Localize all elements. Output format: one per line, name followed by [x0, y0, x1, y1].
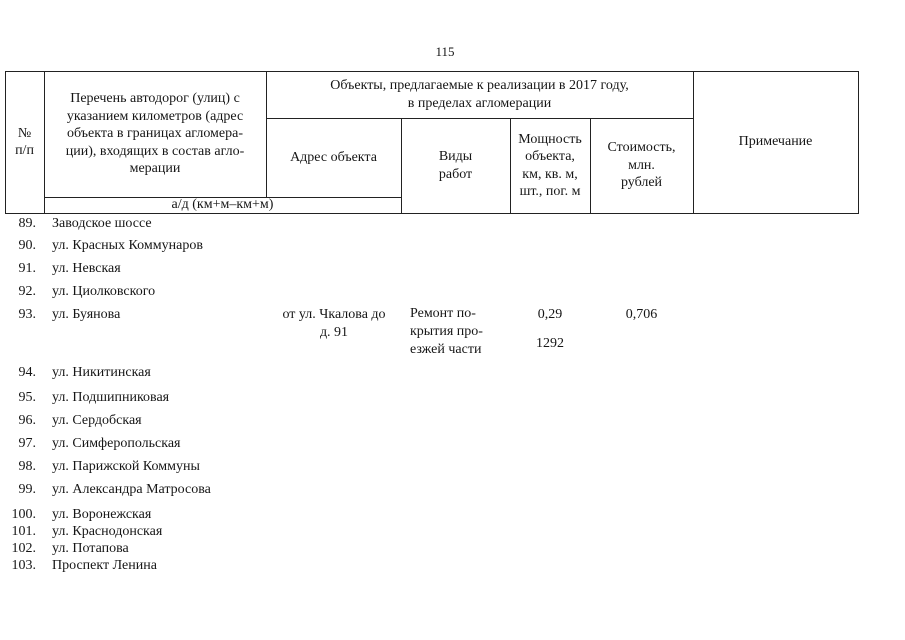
row-works-line: Ремонт по-	[410, 306, 476, 321]
row-number: 100.	[11, 507, 36, 522]
header-cost-line: млн.	[628, 157, 655, 173]
header-notes-text: Примечание	[738, 134, 813, 150]
header-roads-line: Перечень автодорог (улиц) с	[70, 91, 240, 107]
row-number: 95.	[18, 390, 36, 405]
header-works-line: Виды	[438, 149, 473, 164]
row-number: 103.	[11, 558, 36, 573]
row-number: 90.	[18, 238, 36, 253]
header-capacity-line: Мощность	[518, 131, 582, 147]
header-roads-line: объекта в границах агломера-	[66, 126, 244, 142]
header-objects-line: в пределах агломерации	[407, 95, 552, 111]
header-cost-line: Стоимость,	[607, 140, 676, 156]
header-roads-subheader-text: а/д (км+м–км+м)	[171, 197, 274, 212]
road-name: ул. Сердобская	[52, 413, 142, 428]
road-name: Проспект Ленина	[52, 558, 157, 573]
header-capacity-line: км, кв. м,	[522, 166, 578, 182]
road-name: Заводское шоссе	[52, 216, 152, 231]
row-number: 97.	[18, 436, 36, 451]
table-border-line	[858, 71, 859, 214]
road-name: ул. Никитинская	[52, 365, 151, 380]
row-address-line: от ул. Чкалова до	[282, 307, 386, 322]
header-roads-column	[44, 71, 266, 197]
row-capacity-value: 0,29	[537, 307, 563, 322]
header-number-line: п/п	[15, 143, 34, 158]
table-border-line	[5, 213, 859, 214]
row-number: 89.	[18, 216, 36, 231]
row-cost-value: 0,706	[625, 307, 658, 322]
road-name: ул. Александра Матросова	[52, 482, 211, 497]
row-number: 101.	[11, 524, 36, 539]
row-number: 94.	[18, 365, 36, 380]
header-objects-group	[266, 71, 693, 118]
header-number-column	[5, 71, 44, 213]
header-capacity-line: объекта,	[525, 149, 575, 164]
row-works-line: езжей части	[410, 342, 482, 357]
row-capacity-value: 1292	[536, 336, 564, 351]
header-roads-line: мерации	[129, 161, 181, 177]
road-name: ул. Краснодонская	[52, 524, 163, 539]
header-works-column	[401, 118, 510, 213]
row-number: 91.	[18, 261, 36, 276]
row-number: 96.	[18, 413, 36, 428]
road-name: ул. Воронежская	[52, 507, 152, 522]
header-works-line: работ	[438, 166, 473, 182]
row-number: 98.	[18, 459, 36, 474]
header-objects-line: Объекты, предлагаемые к реализации в 2017 году,	[330, 78, 629, 93]
header-capacity-column	[510, 118, 590, 213]
road-name: ул. Невская	[52, 261, 121, 276]
road-name: ул. Потапова	[52, 541, 129, 556]
road-name: ул. Циолковского	[52, 284, 156, 299]
header-cost-line: рублей	[620, 175, 663, 191]
header-address-text: Адрес объекта	[290, 149, 377, 165]
road-name: ул. Симферопольская	[52, 436, 181, 451]
header-cost-column	[590, 118, 693, 213]
row-works	[410, 305, 508, 359]
road-name: ул. Буянова	[52, 307, 121, 322]
row-number: 93.	[18, 307, 36, 322]
row-works-line: крытия про-	[410, 324, 483, 339]
header-address-column	[266, 118, 401, 197]
header-number-line: №	[17, 125, 32, 141]
row-address	[266, 306, 402, 342]
road-name: ул. Парижской Коммуны	[52, 459, 200, 474]
header-capacity-line: шт., пог. м	[519, 184, 581, 199]
header-notes-column	[693, 71, 858, 213]
header-roads-line: ции), входящих в состав агло-	[65, 143, 245, 159]
row-address-line: д. 91	[319, 325, 349, 340]
row-number: 99.	[18, 482, 36, 497]
road-name: ул. Красных Коммунаров	[52, 238, 203, 253]
row-number: 92.	[18, 284, 36, 299]
road-name: ул. Подшипниковая	[52, 390, 170, 405]
row-number: 102.	[11, 541, 36, 556]
header-roads-line: указанием километров (адрес	[66, 108, 244, 124]
header-roads-subheader	[44, 197, 401, 213]
page-number: 115	[435, 44, 455, 59]
